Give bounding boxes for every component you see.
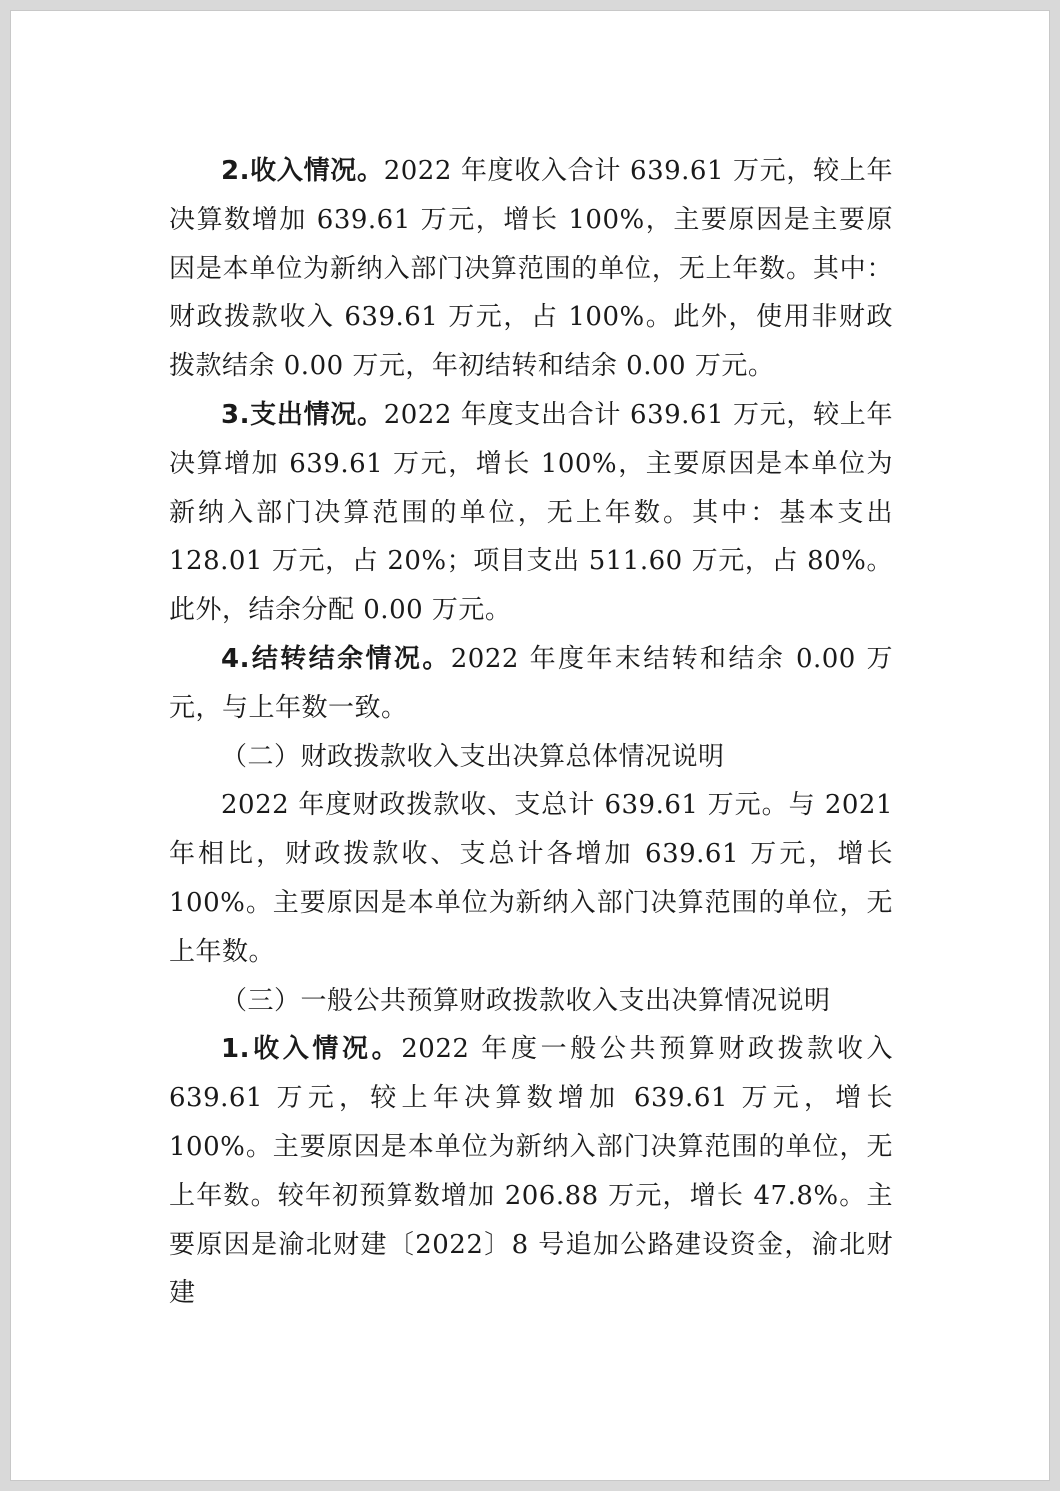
- paragraph-expenditure: [169, 391, 893, 635]
- paragraph-lead: 2.收入情况。: [221, 156, 384, 186]
- document-body: [169, 147, 893, 1318]
- paragraph-text: 2022 年度一般公共预算财政拨款收入 639.61 万元，较上年决算数增加 639.61 万元，增长 100%。主要原因是本单位为新纳入部门决算范围的单位，无上年数。较年初预算数增加 206.88 万元，增长 47.8%。主要原因是渝北财建〔2022〕8 号追加公路建设资金，渝北财建: [169, 1034, 893, 1309]
- paragraph-carryover: [169, 635, 893, 733]
- paragraph-text: 2022 年度支出合计 639.61 万元，较上年决算增加 639.61 万元，增长 100%，主要原因是本单位为新纳入部门决算范围的单位，无上年数。其中：基本支出 128.01 万元，占 20%；项目支出 511.60 万元，占 80%。此外，结余分配 0.00 万元。: [169, 399, 894, 626]
- paragraph-lead: 1.收入情况。: [221, 1034, 402, 1065]
- paragraph-section2: 2022 年度财政拨款收、支总计 639.61 万元。与 2021 年相比，财政拨款收、支总计各增加 639.61 万元，增长 100%。主要原因是本单位为新纳入部门决算范围的单位，无上年数。: [169, 790, 893, 967]
- document-page: [10, 10, 1050, 1481]
- paragraph-lead: 4.结转结余情况。: [221, 643, 451, 674]
- section-heading-3: （三）一般公共预算财政拨款收入支出决算情况说明: [221, 985, 831, 1016]
- paragraph-text: 2022 年度年末结转和结余 0.00 万元，与上年数一致。: [169, 643, 894, 723]
- paragraph-text: 2022 年度收入合计 639.61 万元，较上年决算数增加 639.61 万元，增长 100%，主要原因是主要原因是本单位为新纳入部门决算范围的单位，无上年数。其中：财政拨款收入 639.61 万元，占 100%。此外，使用非财政拨款结余 0.00 万元，年初结转和结余 0.00 万元。: [169, 156, 894, 382]
- paragraph-lead: 3.支出情况。: [221, 399, 384, 430]
- paragraph-section3-income: [169, 1025, 893, 1318]
- paragraph-income: [169, 147, 893, 391]
- section-heading-2: （二）财政拨款收入支出决算总体情况说明: [221, 741, 725, 772]
